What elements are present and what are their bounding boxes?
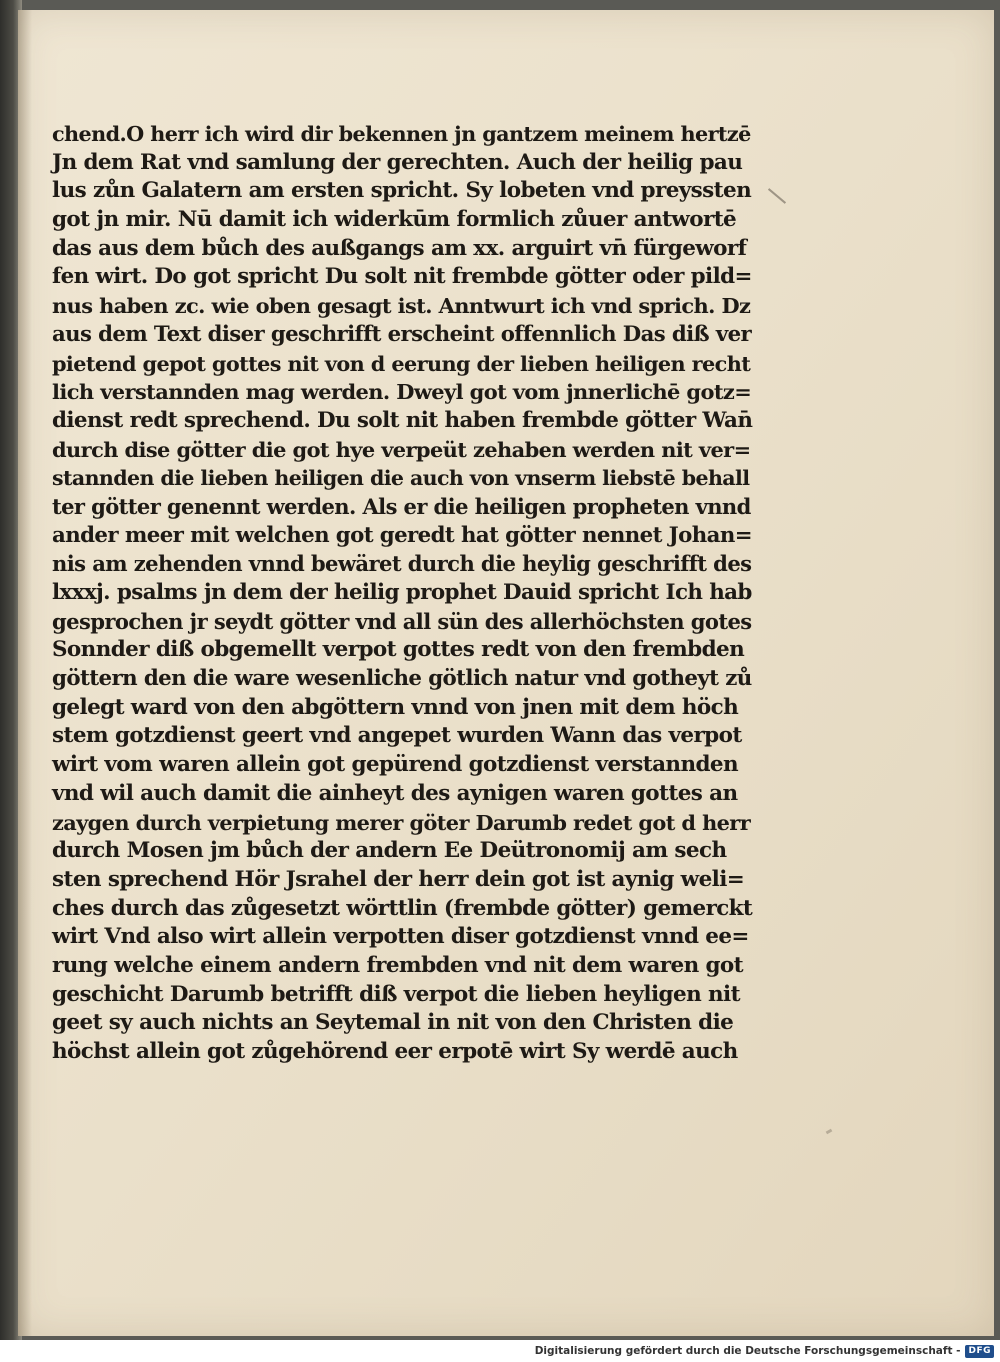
text-line: lxxxj. psalms jn dem der heilig prophet Dauid spricht Ich hab: [52, 580, 752, 605]
page-fold-shadow: [18, 10, 32, 1336]
text-line: göttern den die ware wesenliche götlich natur vnd gotheyt zů: [52, 666, 752, 692]
text-line: Jn dem Rat vnd samlung der gerechten. Auch der heilig pau: [52, 149, 743, 175]
text-line: pietend gepot gottes nit von d eerung der lieben heiligen recht: [52, 350, 751, 376]
dfg-logo-text: DFG: [968, 1346, 991, 1356]
text-line: wirt vom waren allein got gepürend gotzdienst verstannden: [52, 752, 739, 778]
text-line: höchst allein got zůgehörend eer erpotē wirt Sy werdē auch: [52, 1039, 738, 1064]
text-line: rung welche einem andern frembden vnd nit dem waren got: [52, 952, 743, 978]
ink-mark: [768, 188, 786, 204]
ink-speck: [826, 1129, 833, 1135]
text-line: geschicht Darumb betrifft diß verpot die lieben heyligen nit: [52, 981, 740, 1007]
text-line: dienst redt sprechend. Du solt nit haben frembde götter Wan̄: [52, 407, 753, 433]
text-line: vnd wil auch damit die ainheyt des aynigen waren gottes an: [52, 780, 738, 806]
text-line: fen wirt. Do got spricht Du solt nit frembde götter oder pild=: [52, 264, 752, 290]
body-text: [52, 120, 752, 1067]
text-line: chend.O herr ich wird dir bekennen jn gantzem meinem hertzē: [52, 122, 751, 146]
text-line: ches durch das zůgesetzt wörttlin (frembde götter) gemerckt: [52, 895, 753, 921]
text-line: sten sprechend Hör Jsrahel der herr dein got ist aynig weli=: [52, 866, 745, 892]
text-line: gelegt ward von den abgöttern vnnd von jnen mit dem höch: [52, 694, 739, 720]
text-line: zaygen durch verpietung merer göter Darumb redet got d herr: [52, 809, 751, 835]
text-line: lus zůn Galatern am ersten spricht. Sy lobeten vnd preyssten: [52, 178, 752, 204]
text-line: durch dise götter die got hye verpeüt zehaben werden nit ver=: [52, 436, 751, 462]
text-line: nus haben zc. wie oben gesagt ist. Anntwurt ich vnd sprich. Dz: [52, 293, 751, 319]
footer-credit-text: Digitalisierung gefördert durch die Deutsche Forschungsgemeinschaft -: [534, 1345, 961, 1357]
text-line: Sonnder diß obgemellt verpot gottes redt von den frembden: [52, 637, 745, 663]
dfg-logo: [965, 1345, 994, 1358]
text-line: nis am zehenden vnnd bewäret durch die heylig geschrifft des: [52, 551, 752, 577]
text-line: das aus dem bůch des außgangs am xx. arguirt vn̄ fürgeworf: [52, 235, 747, 261]
text-line: lich verstannden mag werden. Dweyl got vom jnnerlichē gotz=: [52, 379, 752, 405]
text-line: aus dem Text diser geschrifft erscheint offennlich Das diß ver: [52, 321, 752, 347]
footer-credit: [535, 1342, 994, 1360]
text-line: geet sy auch nichts an Seytemal in nit von den Christen die: [52, 1010, 734, 1036]
text-line: ander meer mit welchen got geredt hat götter nennet Johan=: [52, 522, 753, 548]
text-line: wirt Vnd also wirt allein verpotten diser gotzdienst vnnd ee=: [52, 924, 749, 950]
text-line: durch Mosen jm bůch der andern Ee Deütronomij am sech: [52, 838, 727, 864]
document-page: [18, 10, 994, 1336]
text-line: gesprochen jr seydt götter vnd all sün des allerhöchsten gotes: [52, 608, 752, 634]
text-line: stem gotzdienst geert vnd angepet wurden Wann das verpot: [52, 723, 742, 749]
text-line: ter götter genennt werden. Als er die heiligen propheten vnnd: [52, 493, 751, 519]
text-line: got jn mir. Nū damit ich widerkūm formlich zůuer antwortē: [52, 207, 737, 233]
text-line: stannden die lieben heiligen die auch von vnserm liebstē behall: [52, 466, 750, 491]
